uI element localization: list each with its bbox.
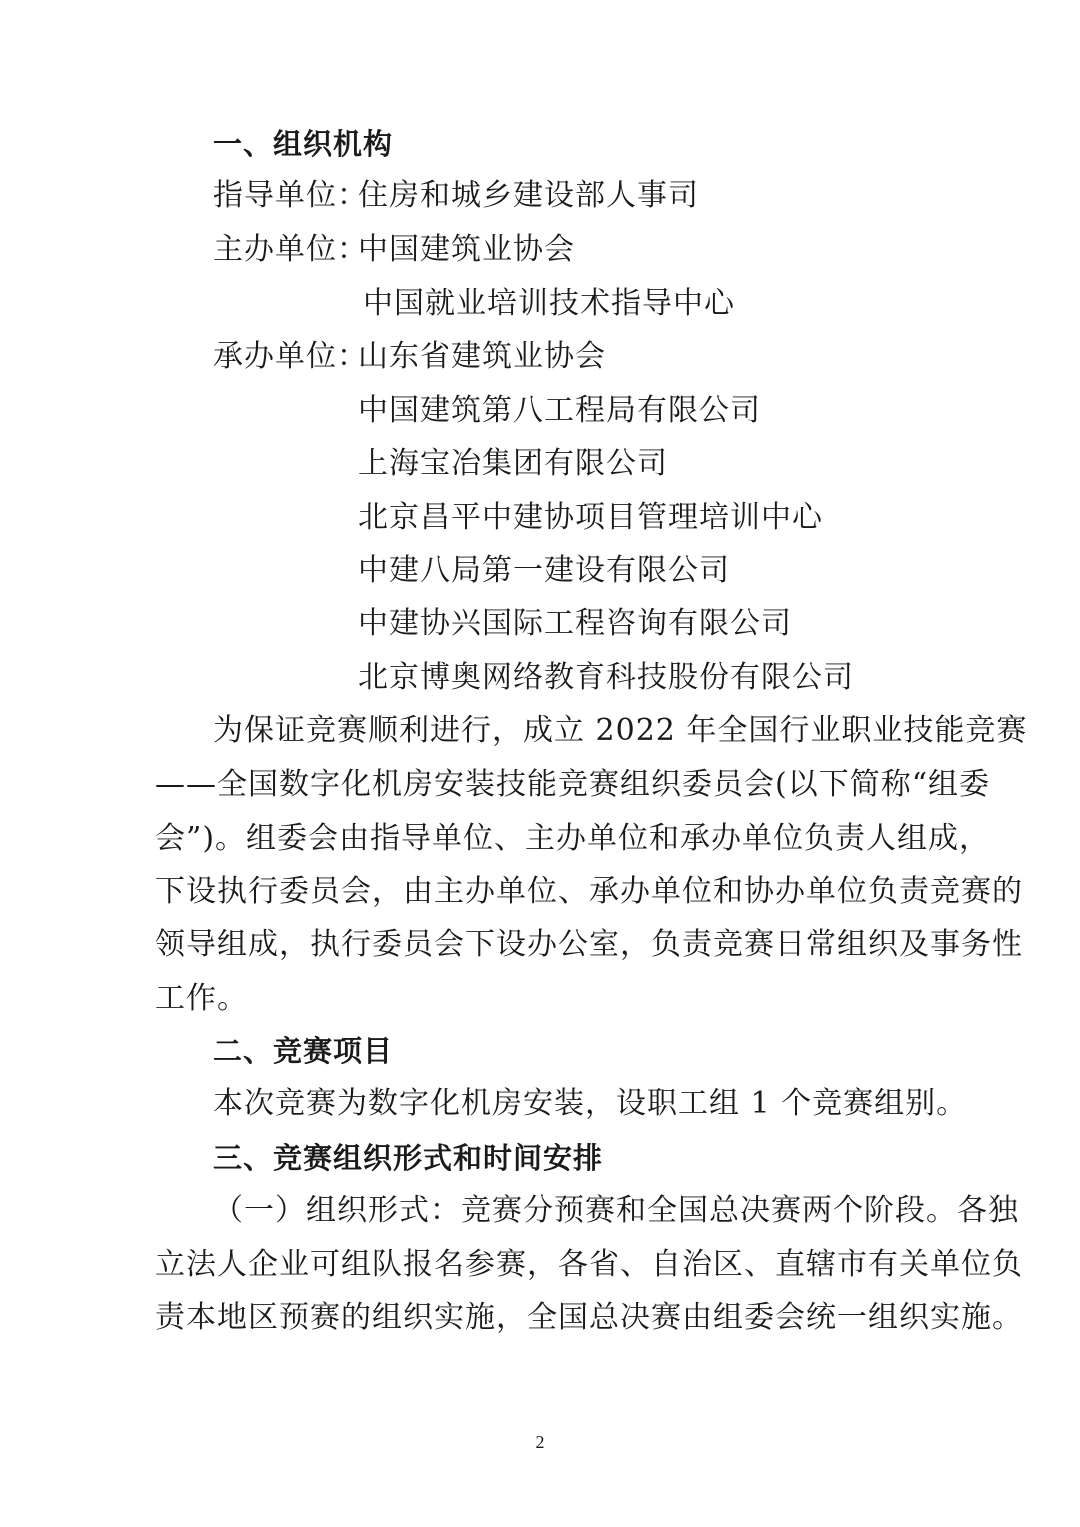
guiding-unit-value: 住房和城乡建设部人事司: [358, 178, 699, 213]
organizer-unit-value: 山东省建筑业协会: [358, 339, 606, 374]
paragraph-line: 责本地区预赛的组织实施，全国总决赛由组委会统一组织实施。: [155, 1300, 1023, 1335]
paragraph-line: 领导组成，执行委员会下设办公室，负责竞赛日常组织及事务性: [155, 927, 1023, 962]
organizer-unit-label: 承办单位：: [213, 339, 368, 374]
host-unit-value: 中国建筑业协会: [358, 232, 575, 267]
section-heading-organization-form: 三、竞赛组织形式和时间安排: [213, 1141, 604, 1175]
paragraph-line: （一）组织形式：竞赛分预赛和全国总决赛两个阶段。各独: [213, 1193, 1019, 1228]
organizer-unit-value: 中建八局第一建设有限公司: [358, 553, 730, 588]
organizer-unit-value: 北京昌平中建协项目管理培训中心: [358, 500, 823, 535]
organizer-unit-value: 中国建筑第八工程局有限公司: [358, 393, 761, 428]
paragraph-line: ——全国数字化机房安装技能竞赛组织委员会(以下简称“组委: [155, 767, 991, 802]
organizer-unit-value: 北京博奥网络教育科技股份有限公司: [358, 660, 854, 695]
paragraph-line: 下设执行委员会，由主办单位、承办单位和协办单位负责竞赛的: [155, 874, 1023, 909]
section-heading-competition-items: 二、竞赛项目: [213, 1034, 394, 1068]
paragraph-line: 工作。: [155, 981, 248, 1016]
paragraph-line: 会”)。组委会由指导单位、主办单位和承办单位负责人组成，: [155, 821, 991, 856]
organizer-unit-value: 上海宝冶集团有限公司: [358, 446, 668, 481]
paragraph-line: 立法人企业可组队报名参赛，各省、自治区、直辖市有关单位负: [155, 1247, 1023, 1282]
page-number: 2: [535, 1432, 545, 1452]
section-heading-organization: 一、组织机构: [213, 127, 394, 161]
organizer-unit-value: 中建协兴国际工程咨询有限公司: [358, 606, 792, 641]
host-unit-value: 中国就业培训技术指导中心: [363, 286, 735, 321]
host-unit-label: 主办单位：: [213, 232, 368, 267]
paragraph-line: 本次竞赛为数字化机房安装，设职工组 1 个竞赛组别。: [213, 1086, 968, 1121]
guiding-unit-label: 指导单位：: [213, 178, 368, 213]
paragraph-line: 为保证竞赛顺利进行，成立 2022 年全国行业职业技能竞赛: [213, 713, 1028, 748]
